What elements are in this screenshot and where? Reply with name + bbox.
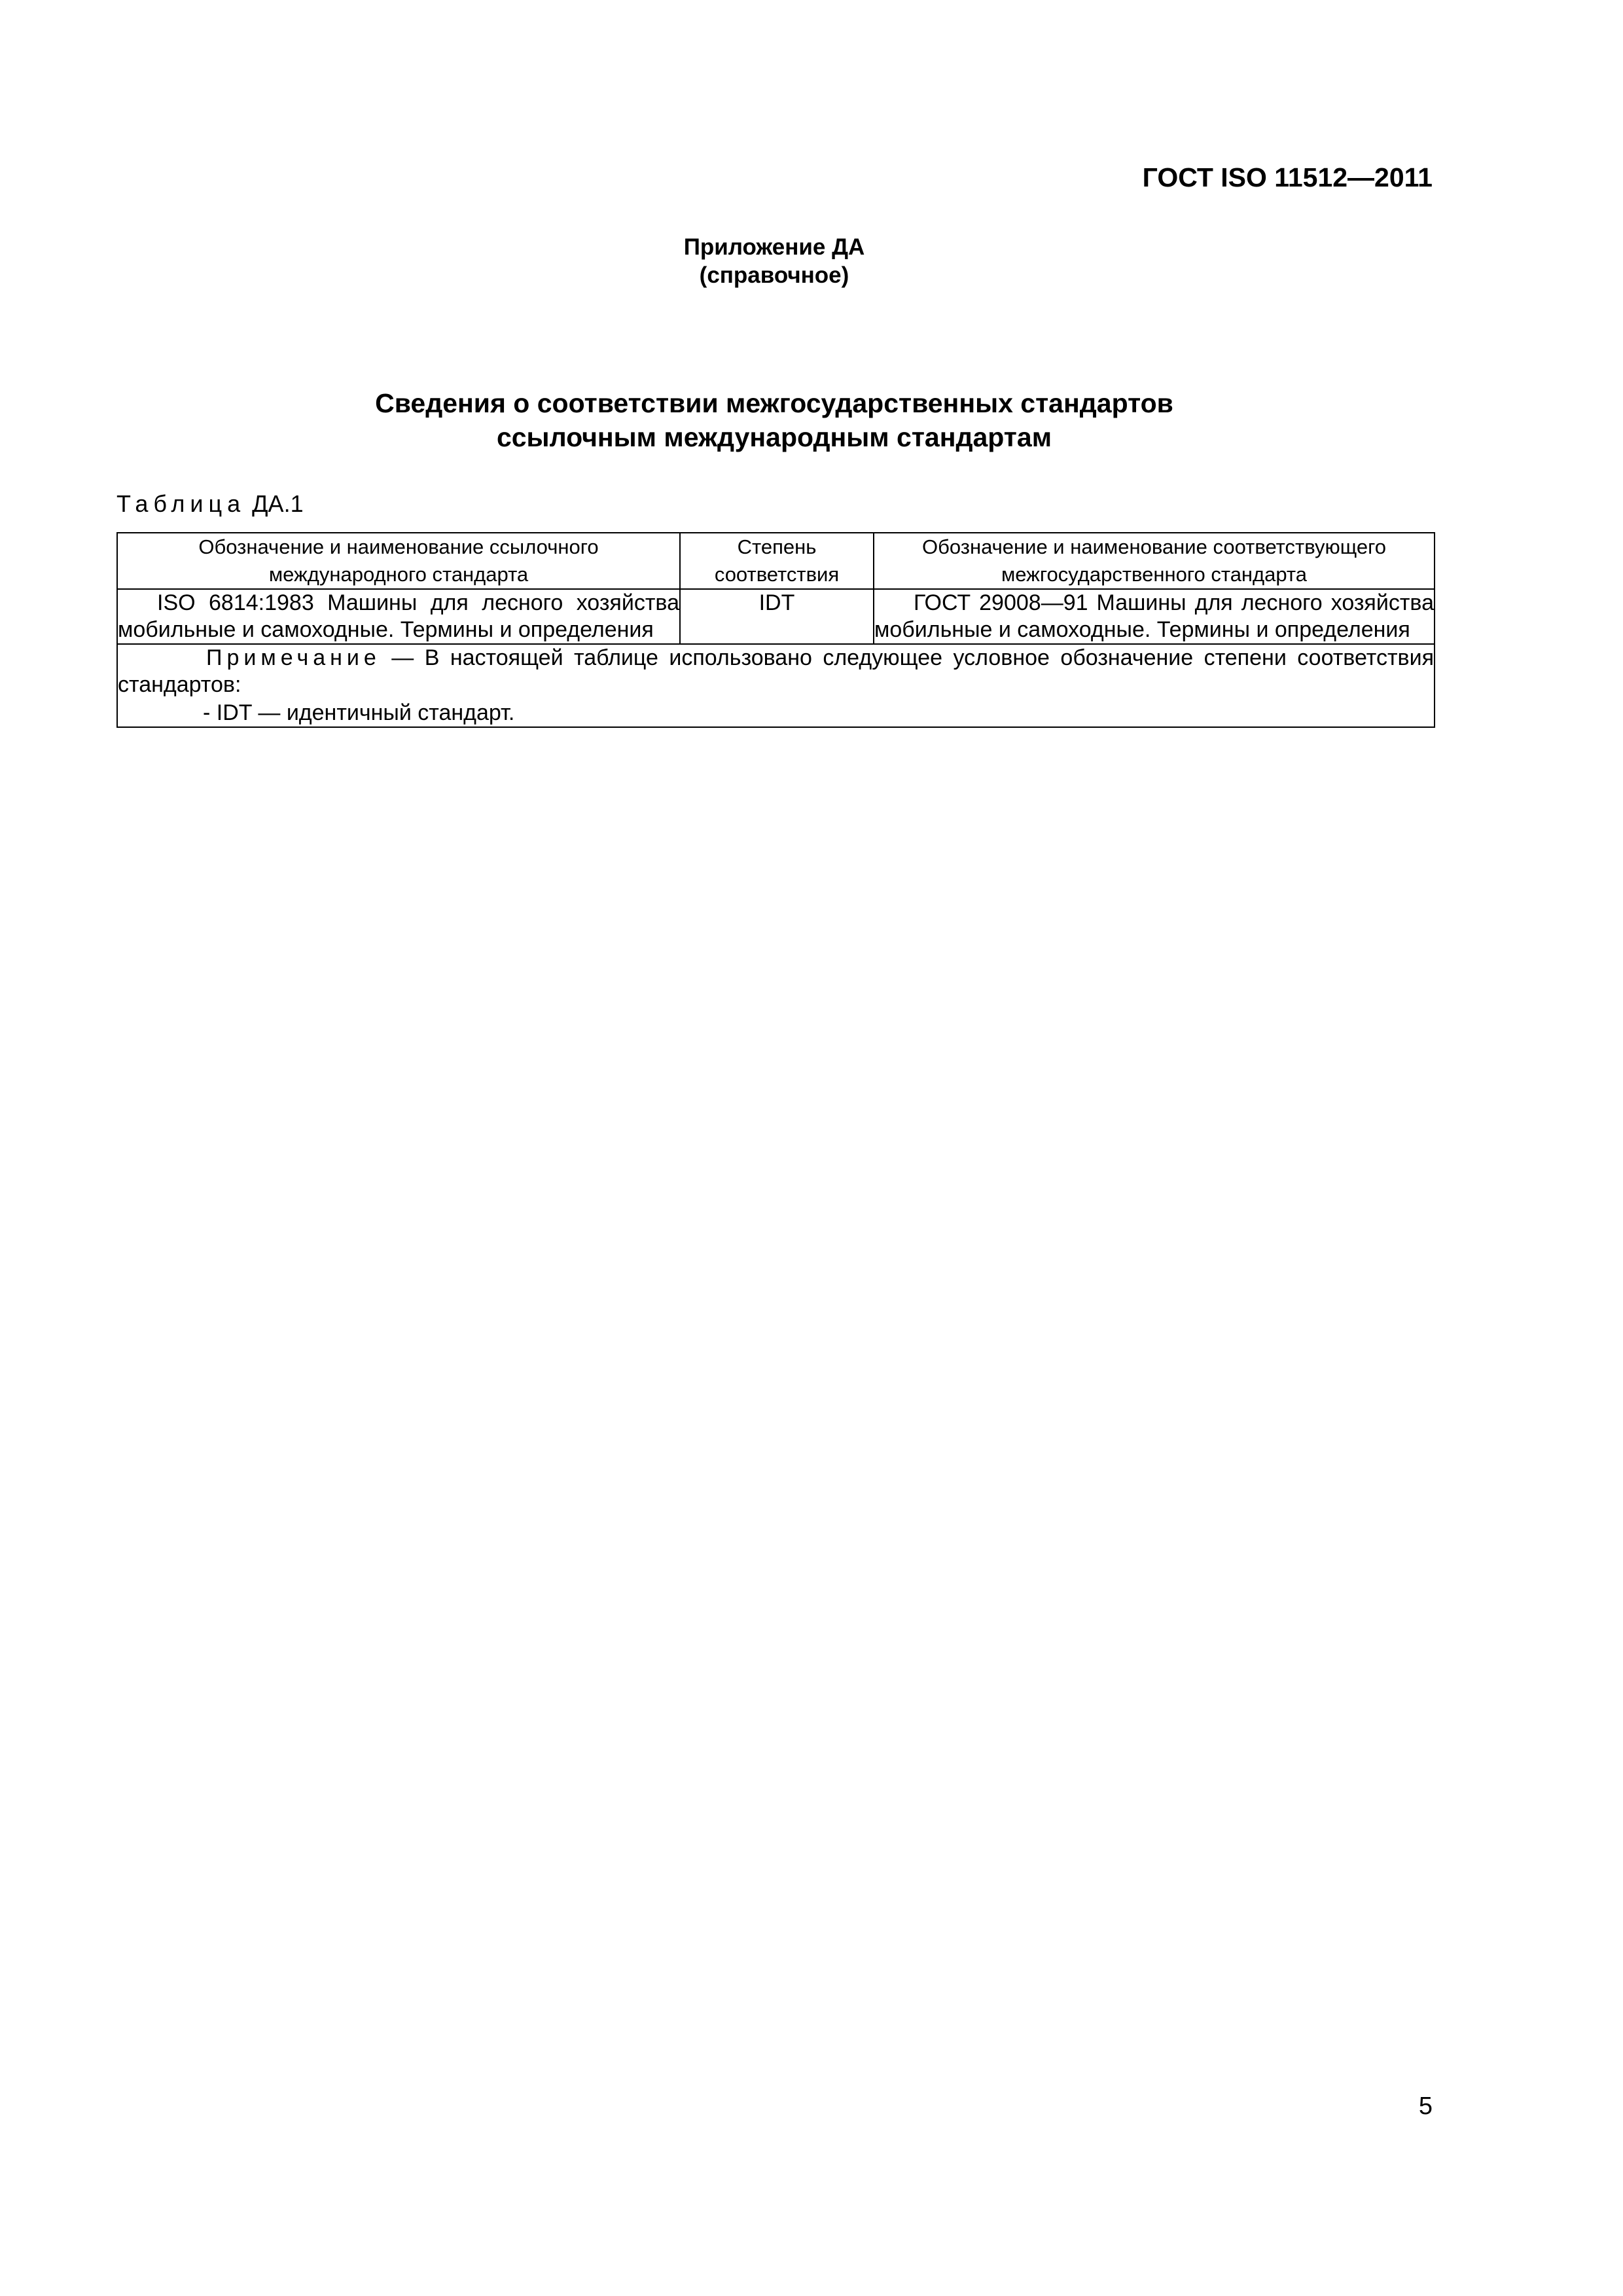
cell-international-standard [117, 589, 680, 644]
note-label: Примечание [206, 645, 381, 670]
table-note [117, 644, 1435, 727]
note-paragraph [118, 645, 1434, 698]
table-row [117, 589, 1435, 644]
table-caption-word: Таблица [116, 490, 246, 517]
appendix-title: Приложение ДА [683, 234, 865, 260]
table-header-row [117, 533, 1435, 589]
column-header-degree: Степень соответствия [680, 533, 874, 589]
international-standard-text: ISO 6814:1983 Машины для лесного хозяйства мобильные и самоходные. Термины и определения [118, 590, 679, 642]
correspondence-table [116, 532, 1435, 728]
note-text: — В настоящей таблице использовано следующее условное обозначение степени соответствия стандартов: [118, 645, 1434, 697]
table-note-row [117, 644, 1435, 727]
appendix-subtitle: (справочное) [699, 262, 849, 288]
page-number: 5 [1418, 2092, 1433, 2120]
cell-interstate-standard [874, 589, 1435, 644]
table-caption-number: ДА.1 [252, 490, 304, 517]
cell-degree: IDT [680, 589, 874, 644]
column-header-international: Обозначение и наименование ссылочного международного стандарта [117, 533, 680, 589]
table-caption [116, 490, 304, 518]
section-title-line-2: ссылочным международным стандартам [496, 422, 1052, 452]
interstate-standard-text: ГОСТ 29008—91 Машины для лесного хозяйства мобильные и самоходные. Термины и определения [874, 590, 1434, 642]
document-code: ГОСТ ISO 11512—2011 [1142, 162, 1433, 192]
note-item: - IDT — идентичный стандарт. [203, 700, 515, 725]
section-title-line-1: Сведения о соответствии межгосударственных стандартов [375, 388, 1173, 418]
section-title [116, 386, 1432, 454]
column-header-interstate: Обозначение и наименование соответствующего межгосударственного стандарта [874, 533, 1435, 589]
appendix-heading [116, 233, 1432, 289]
